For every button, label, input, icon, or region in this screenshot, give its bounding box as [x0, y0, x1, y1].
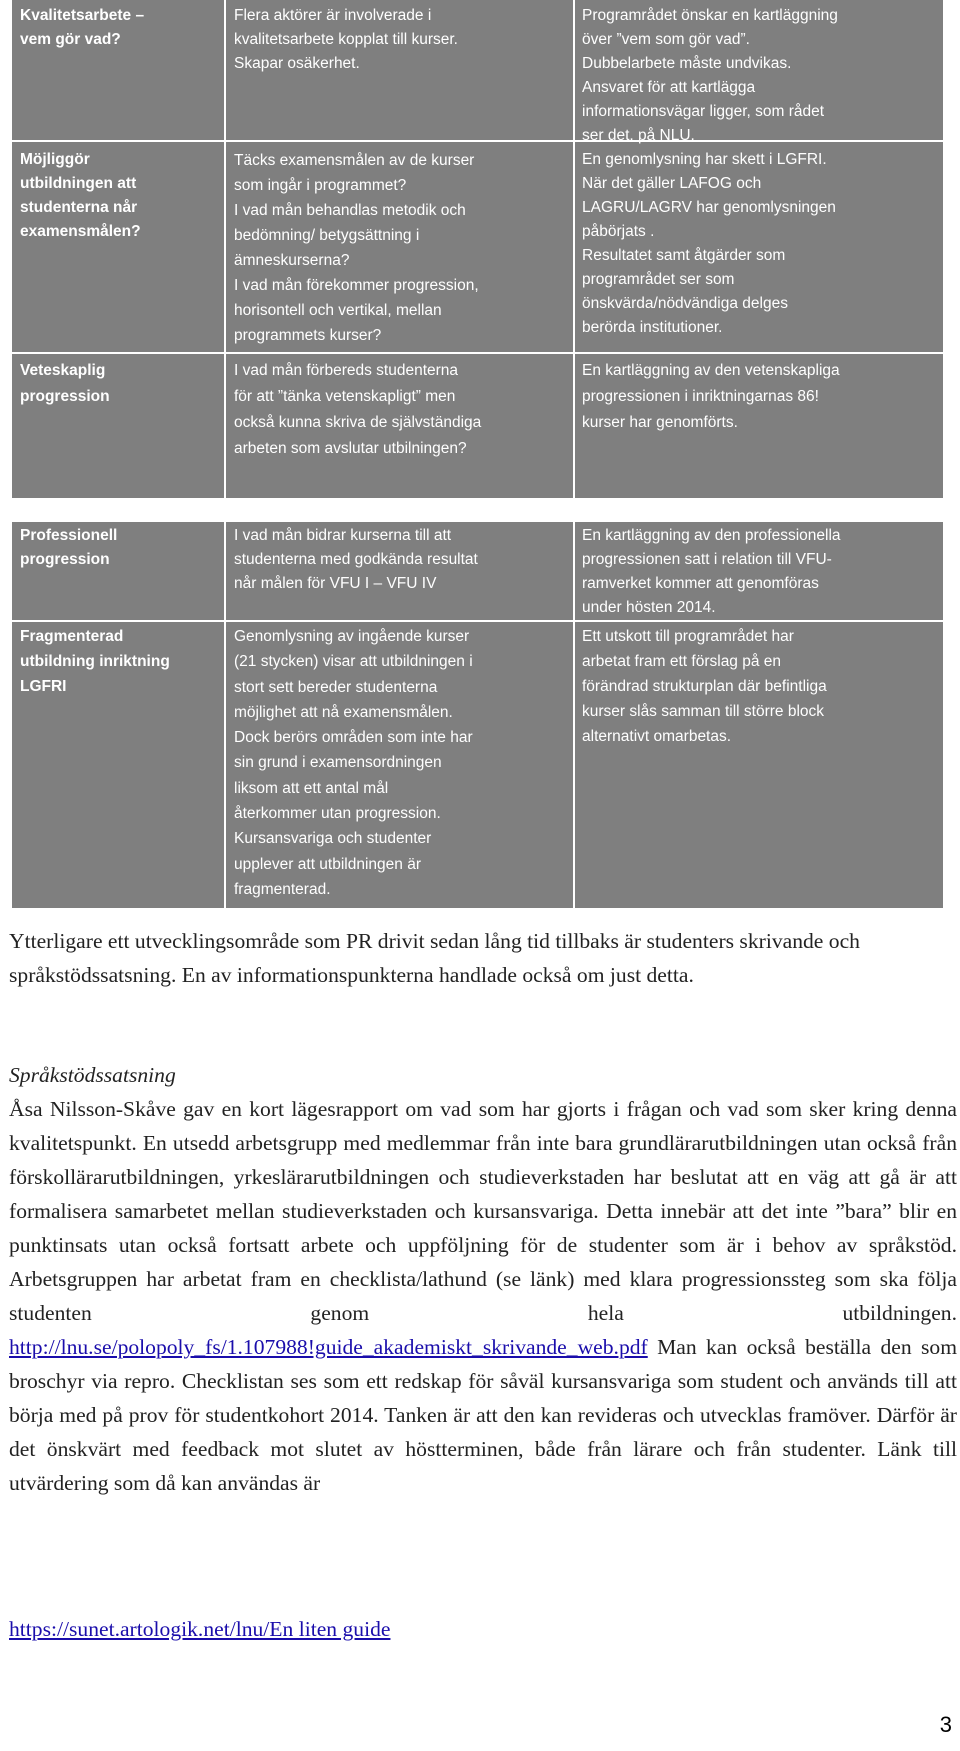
body-paragraph: [9, 1092, 957, 1500]
table-cell-issue: I vad mån förbereds studenterna för att ”tänka vetenskapligt” men också kunna skriva de självständiga arbeten som avslutar utbilningen?: [234, 362, 482, 457]
table-cell-action: En kartläggning av den professionella progressionen satt i relation till VFU- ramverket kommer att genomföras under hösten 2014.: [582, 527, 841, 616]
table-cell-action: Programrådet önskar en kartläggning över ”vem som gör vad”. Dubbelarbete måste undvikas. Ansvaret för att kartlägga informationsvägar ligger, som rådet ser det, på NLU.: [582, 7, 838, 144]
row-divider: [12, 620, 943, 622]
evaluation-link[interactable]: https://sunet.artologik.net/lnu/En liten guide: [9, 1617, 391, 1641]
column-divider: [573, 0, 575, 498]
page-number: 3: [939, 1712, 952, 1737]
table-cell-issue: Flera aktörer är involverade i kvalitetsarbete kopplat till kurser. Skapar osäkerhet.: [234, 7, 458, 72]
table-cell-topic: Fragmenterad utbildning inriktning LGFRI: [20, 628, 170, 695]
table-cell-issue: Genomlysning av ingående kurser (21 stycken) visar att utbildningen i stort sett bereder studenterna möjlighet att nå examensmålen. Dock berörs områden som inte har sin grund i examensordningen liksom att ett antal mål återkommer utan progression. Kursansvariga och studenter upplever att utbildningen är fragmenterad.: [234, 628, 473, 898]
evaluation-paragraph: [9, 1612, 957, 1646]
table-cell-action: Ett utskott till programrådet har arbetat fram ett förslag på en förändrad strukturplan där befintliga kurser slås samman till större block alternativt omarbetas.: [582, 628, 827, 745]
table-cell-topic: Kvalitetsarbete – vem gör vad?: [20, 7, 145, 48]
table-cell-issue: I vad mån bidrar kurserna till att studenterna med godkända resultat når målen för VFU I – VFU IV: [234, 527, 478, 592]
column-divider: [224, 0, 226, 498]
section-heading: Språkstödssatsning: [9, 1063, 176, 1087]
status-table-2: [12, 522, 943, 908]
table-cell-topic: Veteskaplig progression: [20, 362, 110, 405]
column-divider: [224, 522, 226, 908]
body-text: Åsa Nilsson-Skåve gav en kort lägesrapport om vad som har gjorts i frågan och vad som sker kring denna kvalitetspunkt. En utsedd arbetsgrupp med medlemmar från inte bara grundlärarutbildningen utan också från förskollärarutbildningen, yrkeslärarutbildningen och studieverkstaden har beslutat att en väg att gå är att formalisera samarbetet mellan studieverkstaden och kursansvariga. Detta innebär att det inte ”bara” blir en punktinsats utan också fortsatt arbete och uppföljning för de studenter som är i behov av språkstöd. Arbetsgruppen har arbetat fram en checklista/lathund (se länk) med klara progressionssteg som ska följa studenten genom hela utbildningen.: [9, 1097, 957, 1325]
intro-paragraph: Ytterligare ett utvecklingsområde som PR drivit sedan lång tid tillbaks är studenters skrivande och språkstödssatsning. En av informationspunkterna handlade också om just detta.: [9, 929, 860, 987]
column-divider: [573, 522, 575, 908]
table-cell-topic: Professionell progression: [20, 527, 118, 568]
table-cell-issue: Täcks examensmålen av de kurser som ingår i programmet? I vad mån behandlas metodik och bedömning/ betygsättning i ämneskurserna? I vad mån förekommer progression, horisontell och vertikal, mellan programmets kurser?: [234, 152, 479, 344]
table-cell-action: En kartläggning av den vetenskapliga progressionen i inriktningarnas 86! kurser har genomförts.: [582, 362, 840, 431]
table-cell-action: En genomlysning har skett i LGFRI. När det gäller LAFOG och LAGRU/LAGRV har genomlysningen påbörjats . Resultatet samt åtgärder som programrådet ser som önskvärda/nödvändiga delges berörda institutioner.: [582, 151, 836, 336]
row-divider: [12, 352, 943, 354]
guide-pdf-link[interactable]: http://lnu.se/polopoly_fs/1.107988!guide_akademiskt_skrivande_web.pdf: [9, 1335, 648, 1359]
body-text-continued: Man kan också beställa den som broschyr via repro. Checklistan ses som ett redskap för såväl kursansvariga som student och används till att börja med på prov för studentkohort 2014. Tanken är att den kan revideras och utvecklas framöver. Därför är det önskvärt med feedback mot slutet av höstterminen, både från lärare och från studenter. Länk till utvärdering som då kan användas är: [9, 1335, 957, 1495]
table-cell-topic: Möjliggör utbildningen att studenterna når examensmålen?: [20, 151, 141, 240]
status-table-1: [12, 0, 943, 498]
